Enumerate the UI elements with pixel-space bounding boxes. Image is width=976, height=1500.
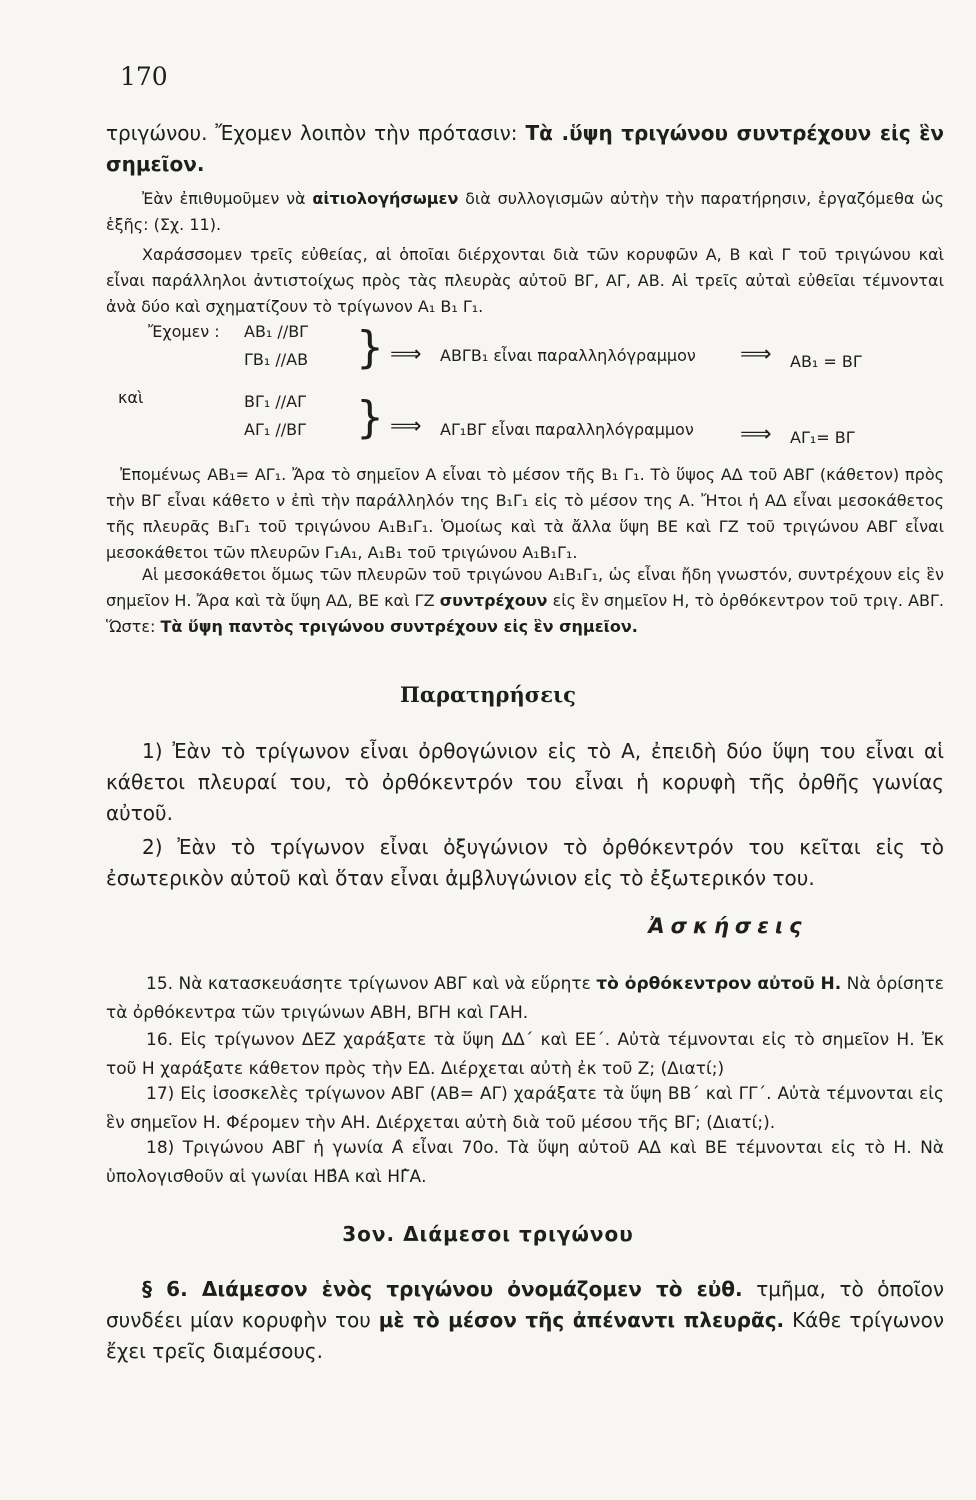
section-heading: 3ον. Διάμεσοι τριγώνου [342,1222,634,1246]
conclusion-paragraph: Ἐπομένως ΑΒ₁= ΑΓ₁. Ἄρα τὸ σημεῖον Α εἶναι τὸ μέσον τῆς Β₁ Γ₁. Τὸ ὕψος ΑΔ τοῦ ΑΒΓ (κάθετον) πρὸς τὴν ΒΓ εἶναι κάθετο ν ἐπὶ τὴν παράλληλόν της Β₁Γ₁ εἰς τὸ μέσον της Α. Ἤτοι ἡ ΑΔ εἶναι μεσοκάθετος τῆς πλευρᾶς Β₁Γ₁ τοῦ τριγώνου Α₁Β₁Γ₁. Ὁμοίως καὶ τὰ ἄλλα ὕψη ΒΕ καὶ ΓΖ τοῦ τριγώνου ΑΒΓ εἶναι μεσοκάθετοι τῶν πλευρῶν Γ₁Α₁, Α₁Β₁ τοῦ τριγώνου Α₁Β₁Γ₁. [106,465,944,562]
analysis-text-bold: αἰτιολογήσωμεν [312,189,459,208]
intro-paragraph [106,118,944,180]
proof-line-3: ΒΓ₁ //ΑΓ [244,392,307,411]
exercise-15-pre: 15. Νὰ κατασκευάσητε τρίγωνον ΑΒΓ καὶ νὰ εὕρητε [146,974,597,994]
intro-theorem: Τὰ .ὕψη τριγώνου συντρέχουν εἰς ἓν σημεῖον. [106,121,945,176]
exercise-17: 17) Εἰς ἰσοσκελὲς τρίγωνον ΑΒΓ (ΑΒ= ΑΓ) χαράξατε τὰ ὕψη ΒΒ΄ καὶ ΓΓ΄. Αὐτὰ τέμνονται εἰς ἓν σημεῖον Η. Φέρομεν τὴν ΑΗ. Διέρχεται αὐτὴ διὰ τοῦ μέσου τῆς ΒΓ; (Διατί;). [106,1084,944,1133]
page-number: 170 [120,62,168,91]
brace-1: } [356,322,384,373]
proof-line-1: ΑΒ₁ //ΒΓ [244,322,309,341]
exercises-heading: Ἀσκήσεις [648,914,808,938]
proof-result-1: ΑΒΓΒ₁ εἶναι παραλληλόγραμμον [440,346,696,365]
paragraph-6-bold: § 6. Διάμεσον ἑνὸς τριγώνου ὀνομάζομεν τὸ εὐθ. [142,1277,743,1301]
proof-conclusion-2: ΑΓ₁= ΒΓ [790,428,855,447]
implies-arrow-2: ⟹ [390,414,422,439]
exercise-18: 18) Τριγώνου ΑΒΓ ἡ γωνία Α̂ εἶναι 70ο. Τὰ ὕψη αὐτοῦ ΑΔ καὶ ΒΕ τέμνονται εἰς τὸ Η. Νὰ ὑπολογισθοῦν αἱ γωνίαι ΗΒ̂Α καὶ ΗΓ̂Α. [106,1138,944,1187]
paragraph-6 [106,1274,944,1367]
proof-line-4: ΑΓ₁ //ΒΓ [244,420,307,439]
implies-arrow-2b: ⟹ [740,422,772,447]
paragraph-6-bold2: μὲ τὸ μέσον τῆς ἀπέναντι πλευρᾶς. [378,1308,785,1332]
final-text-bold1: συντρέχουν [439,591,548,610]
implies-arrow-1: ⟹ [390,342,422,367]
proof-conclusion-1: ΑΒ₁ = ΒΓ [790,352,862,371]
final-text-pre: Αἱ μεσοκάθετοι ὅμως τῶν πλευρῶν τοῦ τριγώνου Α₁Β₁Γ₁, ὡς εἶναι ἤδη γνωστόν, συντρέχουν εἰς ἓν σημεῖον Η. Ἄρα καὶ τὰ ὕψη ΑΔ, ΒΕ καὶ ΓΖ [106,565,944,610]
proof-line-2: ΓΒ₁ //ΑΒ [244,350,309,369]
brace-2: } [356,392,384,443]
exercise-15-post: Νὰ ὁρίσητε τὰ ὀρθόκεντρα τῶν τριγώνων ΑΒΗ, ΒΓΗ καὶ ΓΑΗ. [106,974,944,1023]
remark-1: 1) Ἐὰν τὸ τρίγωνον εἶναι ὀρθογώνιον εἰς τὸ Α, ἐπειδὴ δύο ὕψη του εἶναι αἱ κάθετοι πλευραί του, τὸ ὀρθόκεντρόν του εἶναι ἡ κορυφὴ τῆς ὀρθῆς γωνίας αὐτοῦ. [106,739,944,825]
analysis-text-post: διὰ συλλογισμῶν αὐτὴν τὴν παρατήρησιν, ἐργαζόμεθα ὡς ἑξῆς: (Σχ. 11). [106,189,944,234]
proof-and-label: καὶ [118,388,144,407]
construction-paragraph: Χαράσσομεν τρεῖς εὐθείας, αἱ ὁποῖαι διέρχονται διὰ τῶν κορυφῶν Α, Β καὶ Γ τοῦ τριγώνου καὶ εἶναι παράλληλοι ἀντιστοίχως πρὸς τὰς πλευρὰς αὐτοῦ ΒΓ, ΑΓ, ΑΒ. Αἱ τρεῖς αὐταὶ εὐθεῖαι τέμνονται ἀνὰ δύο καὶ σχηματίζουν τὸ τρίγωνον Α₁ Β₁ Γ₁. [106,245,944,316]
remarks-heading: Παρατηρήσεις [400,682,576,707]
final-text-mid: εἰς ἓν σημεῖον Η, τὸ ὀρθόκεντρον τοῦ τριγ. ΑΒΓ. Ὥστε: [106,591,944,636]
analysis-text-pre: Ἐὰν ἐπιθυμοῦμεν νὰ [142,189,313,208]
paragraph-6-mid: τμῆμα, τὸ ὁποῖον συνδέει μίαν κορυφὴν του [106,1277,944,1332]
remark-2: 2) Ἐὰν τὸ τρίγωνον εἶναι ὀξυγώνιον τὸ ὀρθόκεντρόν του κεῖται εἰς τὸ ἐσωτερικὸν αὐτοῦ καὶ ὅταν εἶναι ἀμβλυγώνιον εἰς τὸ ἐξωτερικόν του. [106,835,944,890]
exercise-15 [106,970,944,1028]
exercise-15-bold: τὸ ὀρθόκεντρον αὐτοῦ Η. [596,974,842,994]
implies-arrow-1b: ⟹ [740,342,772,367]
final-paragraph [106,562,944,640]
analysis-paragraph [106,186,944,238]
paragraph-6-post: Κάθε τρίγωνον ἔχει τρεῖς διαμέσους. [106,1308,944,1363]
exercise-16: 16. Εἰς τρίγωνον ΔΕΖ χαράξατε τὰ ὕψη ΔΔ΄ καὶ ΕΕ΄. Αὐτὰ τέμνονται εἰς τὸ σημεῖον Η. Ἐκ τοῦ Η χαράξατε κάθετον πρὸς τὴν ΕΔ. Διέρχεται αὐτὴ ἐκ τοῦ Ζ; (Διατί;) [106,1030,944,1079]
intro-text: τριγώνου. Ἔχομεν λοιπὸν τὴν πρότασιν: [106,121,526,145]
final-theorem: Τὰ ὕψη παντὸς τριγώνου συντρέχουν εἰς ἓν σημεῖον. [160,617,638,636]
proof-have-label: Ἔχομεν : [148,322,220,341]
proof-result-2: ΑΓ₁ΒΓ εἶναι παραλληλόγραμμον [440,420,694,439]
